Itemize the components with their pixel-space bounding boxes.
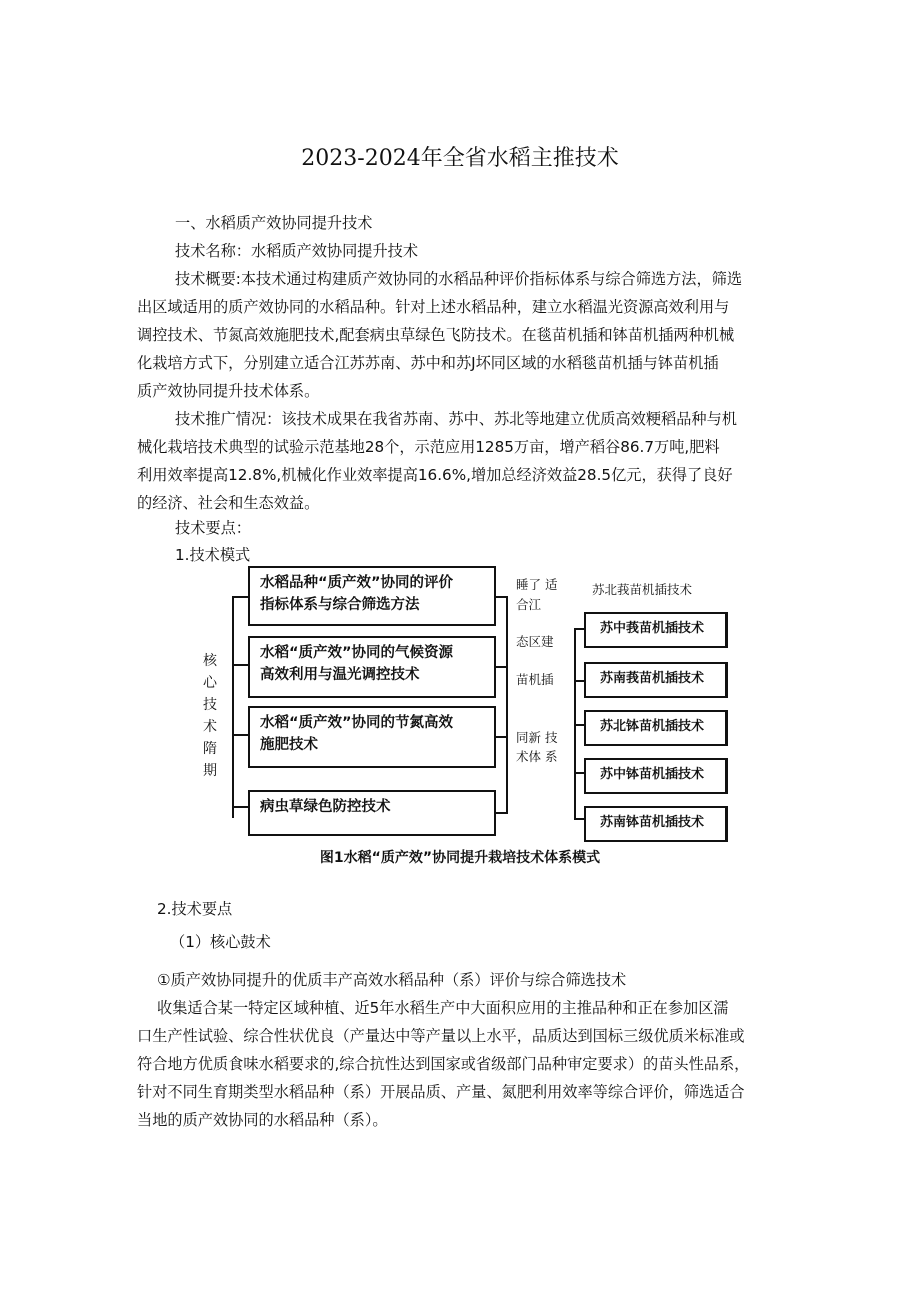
core-box (248, 566, 496, 626)
core-box (248, 706, 496, 768)
middle-label: 态区建 (516, 634, 554, 649)
left-vertical-char: 核 (203, 653, 217, 669)
overview-line: 技术概要:本技术通过构建质产效协同的水稻品种评价指标体系与综合筛选方法，筛选 (175, 270, 743, 288)
right-box: 苏北钵苗机插技术 (584, 710, 728, 746)
left-vertical-char: 心 (203, 675, 217, 691)
body-line: 收集适合某一特定区域种植、近5年水稻生产中大面积应用的主推品种和正在参加区濡 (157, 999, 729, 1017)
overview-line: 化栽培方式下，分别建立适合江苏苏南、苏中和苏J坏同区域的水稻毯苗机插与钵苗机插 (137, 354, 719, 372)
promotion-line: 技术推广情况：该技术成果在我省苏南、苏中、苏北等地建立优质高效粳稻品种与机 (175, 410, 737, 428)
body-line: 针对不同生育期类型水稻品种（系）开展品质、产量、氮肥利用效率等综合评价，筛选适合 (137, 1083, 745, 1101)
mode-heading: 1.技术模式 (175, 546, 251, 564)
body-line: 口生产性试验、综合性状优良（产量达中等产量以上水平，品质达到国标三级优质米标准或 (137, 1027, 745, 1045)
section2-heading: 2.技术要点 (157, 900, 233, 918)
left-vertical-char: 术 (203, 719, 217, 735)
right-box: 苏南莪苗机插技术 (584, 662, 728, 698)
core-box-line: 水稻品种“质产效”协同的评价 (260, 575, 454, 591)
middle-label: 同新 技 (516, 730, 558, 745)
overview-line: 质产效协同提升技术体系。 (137, 382, 320, 400)
promotion-line: 械化栽培技术典型的试验示范基地28个，示范应用1285万亩，增产稻谷86.7万吨,肥料 (137, 438, 720, 456)
connector (496, 736, 506, 738)
tech-mode-diagram (190, 560, 750, 860)
right-box: 苏中钵苗机插技术 (584, 758, 728, 794)
left-bracket-line (232, 596, 234, 818)
right-header: 苏北莪苗机插技术 (592, 582, 693, 597)
core-box (248, 636, 496, 698)
tech-name: 技术名称：水稻质产效协同提升技术 (175, 242, 418, 260)
figure-caption: 图1水稻“质产效”协同提升栽培技术体系模式 (319, 850, 601, 866)
right-bracket-line (506, 596, 508, 814)
right-box: 苏中莪苗机插技术 (584, 612, 728, 648)
overview-line: 出区域适用的质产效协同的水稻品种。针对上述水稻品种，建立水稻温光资源高效利用与 (137, 298, 730, 316)
core-box-line: 施肥技术 (260, 737, 318, 753)
section1-heading: 一、水稻质产效协同提升技术 (175, 214, 373, 232)
core-box-line: 高效利用与温光调控技术 (260, 667, 420, 683)
middle-label: 苗机插 (516, 672, 554, 687)
connector (496, 596, 506, 598)
left-vertical-char: 隋 (203, 741, 217, 757)
middle-label: 睡了 适 (516, 577, 558, 592)
body-line: 当地的质产效协同的水稻品种（系）。 (137, 1111, 388, 1129)
core-box-line: 病虫草绿色防控技术 (260, 799, 391, 815)
key-points-label: 技术要点： (175, 519, 251, 537)
promotion-line: 利用效率提高12.8%,机械化作业效率提高16.6%,增加总经济效益28.5亿元，获得了良好 (137, 466, 733, 484)
item-heading: ①质产效协同提升的优质丰产高效水稻品种（系）评价与综合筛选技术 (157, 971, 627, 989)
promotion-line: 的经济、社会和生态效益。 (137, 494, 320, 512)
connector (496, 666, 506, 668)
connector (496, 812, 506, 814)
section2-subheading: （1）核心鼓术 (170, 933, 271, 951)
left-vertical-char: 技 (203, 697, 217, 713)
core-box-line: 指标体系与综合筛选方法 (260, 597, 420, 613)
overview-line: 调控技术、节氮高效施肥技术,配套病虫草绿色飞防技术。在毯苗机插和钵苗机插两种机械 (137, 326, 735, 344)
body-line: 符合地方优质食味水稻要求的,综合抗性达到国家或省级部门品种审定要求）的苗头性品系， (137, 1055, 750, 1073)
core-box-line: 水稻“质产效”协同的气候资源 (260, 645, 454, 661)
left-vertical-char: 期 (203, 763, 217, 779)
page-title: 2023-2024年全省水稻主推技术 (301, 146, 619, 171)
middle-label: 术体 系 (516, 749, 558, 764)
core-box (248, 790, 496, 836)
middle-label: 合江 (516, 597, 542, 612)
core-box-line: 水稻“质产效”协同的节氮高效 (260, 715, 454, 731)
right-box: 苏南钵苗机插技术 (584, 806, 728, 842)
